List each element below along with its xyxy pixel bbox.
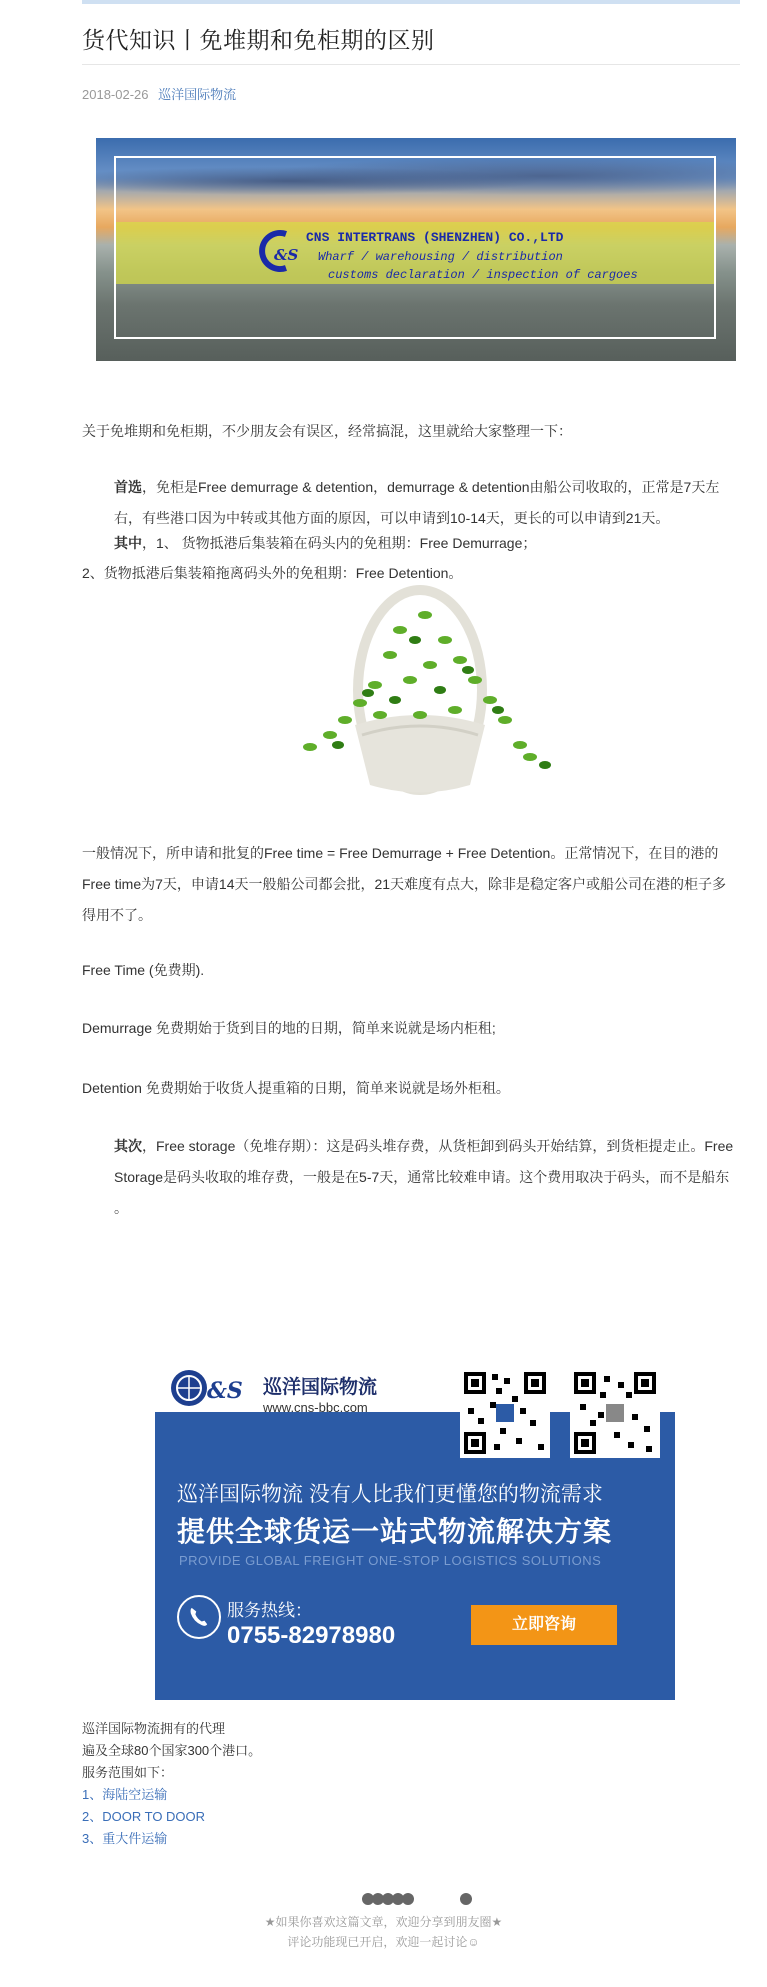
- publish-date: 2018-02-26: [82, 87, 149, 102]
- paragraph-first: [82, 472, 740, 534]
- first-label: 首选: [114, 479, 142, 495]
- among-text: ，1、 货物抵港后集装箱在码头内的免租期：Free Demurrage；: [142, 535, 537, 551]
- qr-code-icon: [460, 1368, 550, 1458]
- ad-headline: 提供全球货运一站式物流解决方案: [177, 1516, 613, 1547]
- secondly-label: 其次: [114, 1138, 142, 1154]
- consult-now-button[interactable]: 立即咨询: [471, 1605, 617, 1645]
- ad-company-name: 巡洋国际物流: [263, 1377, 378, 1398]
- svg-text:&S: &S: [274, 246, 299, 264]
- dot: [460, 1893, 472, 1905]
- ad-logo-icon: [159, 1366, 255, 1410]
- company-logo-icon: [256, 228, 300, 274]
- hotline-label: 服务热线：: [227, 1601, 312, 1620]
- page-title: 货代知识丨免堆期和免柜期的区别: [82, 27, 435, 53]
- paragraph-detention: 2、货物抵港后集装箱拖离码头外的免租期：Free Detention。: [82, 565, 463, 581]
- service-item-sea-land-air[interactable]: 1、海陆空运输: [82, 1787, 168, 1802]
- ad-slogan: 巡洋国际物流 没有人比我们更懂您的物流需求: [177, 1483, 603, 1506]
- agent-line-2: 遍及全球80个国家300个港口。: [82, 1743, 262, 1758]
- free-storage-text: ，Free storage（免堆存期）：这是码头堆存费，从货柜卸到码头开始结算，到货柜提走止。Free Storage是码头收取的堆存费，一般是在5-7天，通常比较难申请。这个费用取决于码头，而不是船东 。: [114, 1138, 734, 1216]
- company-ad-image: [155, 1360, 675, 1700]
- paragraph-detention-definition: Detention 免费期始于收货人提重箱的日期，简单来说就是场外柜租。: [82, 1080, 510, 1096]
- agent-line-1: 巡洋国际物流拥有的代理: [82, 1721, 226, 1736]
- banner-services-2: customs declaration / inspection of cargoes: [328, 268, 638, 282]
- top-accent-bar: [82, 0, 740, 4]
- paragraph-among: [82, 528, 740, 559]
- service-item-heavy-cargo[interactable]: 3、重大件运输: [82, 1831, 168, 1846]
- svg-text:&S: &S: [207, 1378, 243, 1404]
- paragraph-demurrage: Demurrage 免费期始于货到目的地的日期，简单来说就是场内柜租;: [82, 1020, 496, 1036]
- article-meta: [82, 84, 236, 103]
- hotline-number: 0755-82978980: [227, 1622, 396, 1649]
- banner-company-name: CNS INTERTRANS (SHENZHEN) CO.,LTD: [306, 230, 564, 245]
- service-item-door-to-door[interactable]: 2、DOOR TO DOOR: [82, 1809, 206, 1824]
- agent-line-3: 服务范围如下：: [82, 1765, 174, 1780]
- dot: [402, 1893, 414, 1905]
- footer-comment-prompt: 评论功能现已开启，欢迎一起讨论☺: [287, 1935, 480, 1949]
- paragraph-free-storage: [82, 1131, 740, 1224]
- among-label: 其中: [114, 535, 142, 551]
- phone-icon: [177, 1595, 221, 1639]
- intro-paragraph: 关于免堆期和免柜期，不少朋友会有误区，经常搞混，这里就给大家整理一下：: [82, 423, 572, 439]
- ad-website-url: www.cns-bbc.com: [263, 1400, 368, 1415]
- banner-services-1: Wharf / warehousing / distribution: [318, 250, 563, 264]
- title-divider: [82, 64, 740, 65]
- plant-basket-illustration: [270, 585, 560, 800]
- author-link[interactable]: 巡洋国际物流: [158, 87, 237, 102]
- first-text: ，免柜是Free demurrage & detention，demurrage & detention由船公司收取的，正常是7天左右，有些港口因为中转或其他方面的原因，可以申请到10-14天，更长的可以申请到21天。: [114, 479, 720, 526]
- paragraph-free-time-rule: 一般情况下，所申请和批复的Free time = Free Demurrage + Free Detention。正常情况下，在目的港的Free time为7天，申请14天一般船公司都会批，21天难度有点大，除非是稳定客户或船公司在港的柜子多得用不了。: [82, 845, 727, 923]
- qr-code-icon: [570, 1368, 660, 1458]
- paragraph-free-time: Free Time (免费期).: [82, 962, 205, 978]
- ad-english-headline: PROVIDE GLOBAL FREIGHT ONE-STOP LOGISTICS SOLUTIONS: [179, 1553, 602, 1568]
- footer-share-prompt: ★如果你喜欢这篇文章，欢迎分享到朋友圈★: [264, 1915, 503, 1929]
- header-banner-image: [96, 138, 736, 361]
